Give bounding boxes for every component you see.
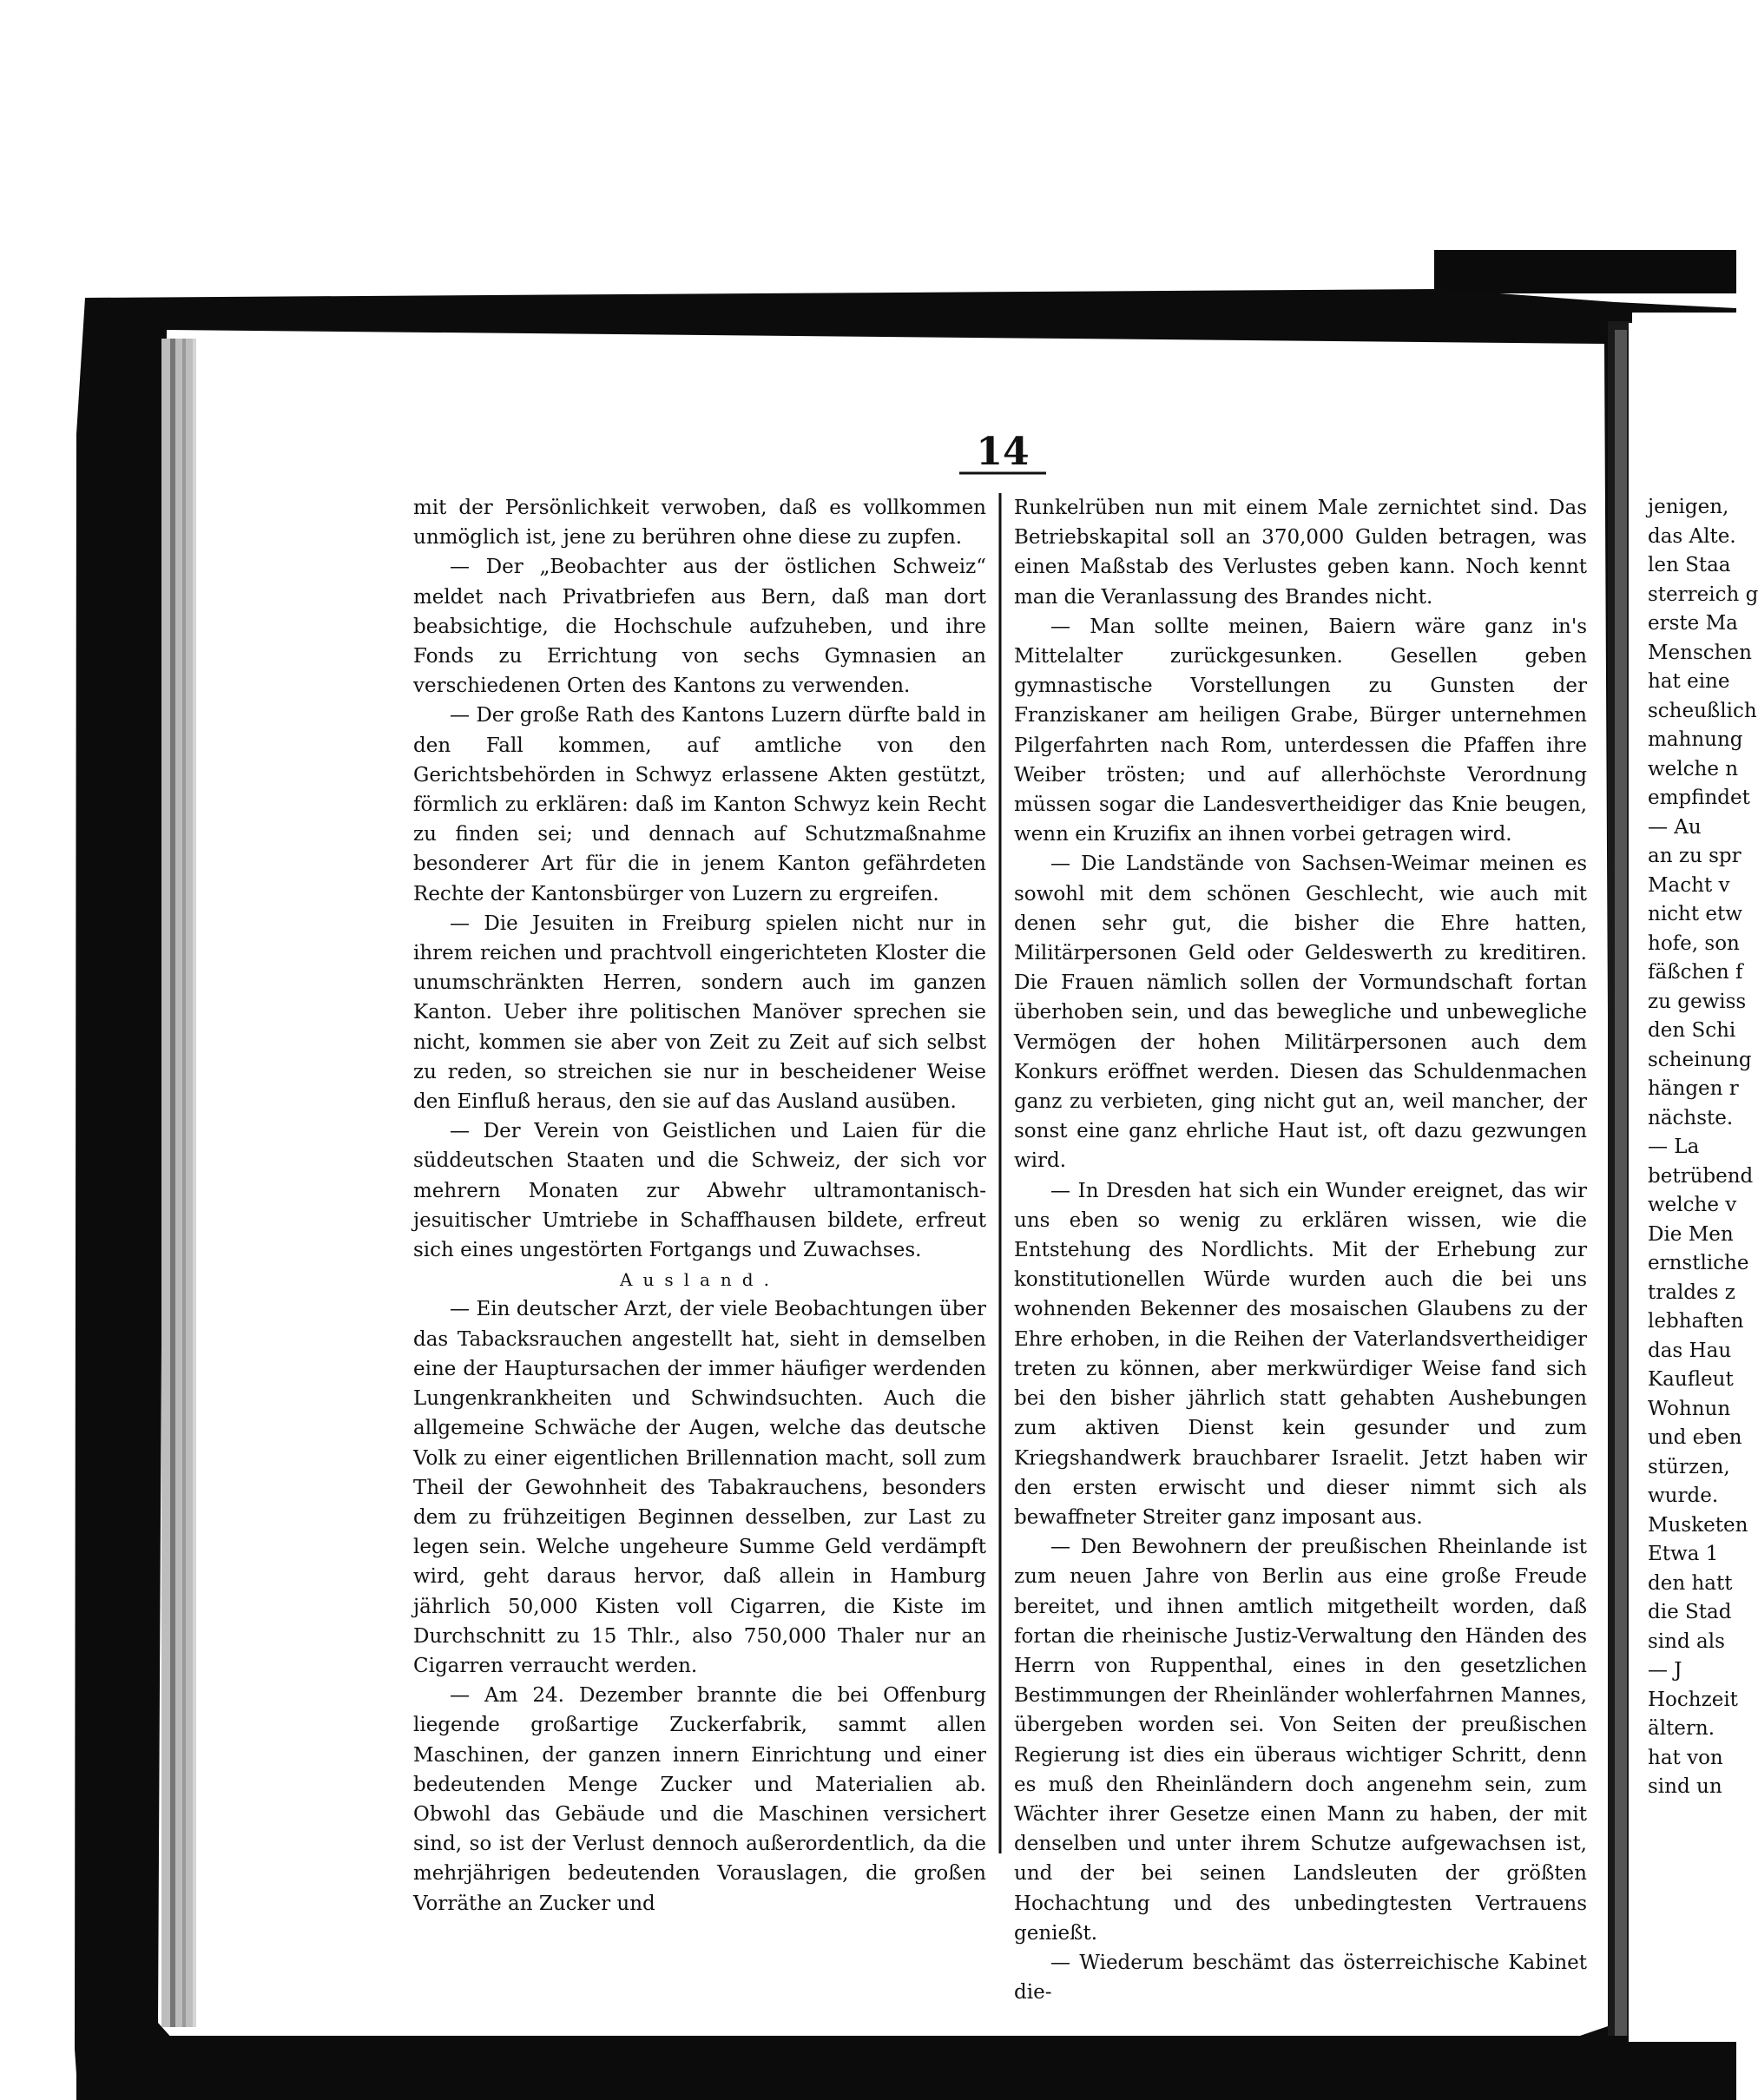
next-page-line: hat eine [1648,670,1730,693]
next-page-line: erste Ma [1648,612,1738,635]
next-page-line: an zu spr [1648,845,1742,867]
next-page-line: welche v [1648,1194,1737,1216]
paragraph: — Wiederum beschämt das österreichische Kabinet die- [1014,1951,1587,2005]
next-page-line: Musketen [1648,1513,1748,1537]
next-page-line: und eben [1648,1426,1742,1449]
next-page-line: hängen r [1648,1077,1739,1100]
next-page-line: das Alte. [1648,524,1736,548]
next-page-line: scheinung [1648,1048,1752,1071]
next-page-line: sind un [1648,1775,1722,1798]
paragraph: — Den Bewohnern der preußischen Rheinlande ist zum neuen Jahre von Berlin aus eine große Freude bereitet, und ihnen amtlich mitgetheilt worden, daß fortan die rheinische Justiz-Verwaltung den Händen des Herrn von Ruppenthal, eines in den gesetzlichen Bestimmungen der Rheinländer wohlerfahrnen Mannes, übergeben worden sei. Von Seiten der preußischen Regierung ist dies ein überaus wichtiger Schritt, denn es muß den Rheinländern doch angenehm sein, zum Wächter ihrer Gesetze einen Mann zu haben, der mit denselben und unter ihrem Schutze aufgewachsen ist, und der bei seinen Landsleuten der größten Hochachtung und des unbedingtesten Vertrauens genießt. [1014,1536,1587,1945]
next-page-line: Etwa 1 [1648,1543,1719,1565]
paragraph: — In Dresden hat sich ein Wunder ereignet, das wir uns eben so wenig zu erklären wissen, wie die Entstehung des Nordlichts. Mit der Erhebung zur konstitutionellen Würde wurden auch die bei uns wohnenden Bekenner des mosaischen Glaubens zu der Ehre erhoben, in die Reihen der Vaterlandsvertheidiger treten zu können, aber merkwürdiger Weise fand sich bei den bisher jährlich statt gehabten Aushebungen zum aktiven Dienst kein gesunder und zum Kriegshandwerk brauchbarer Israelit. Jetzt haben wir den ersten erwischt und dieser nimmt sich als bewaffneter Streiter ganz imposant aus. [1014,1179,1587,1529]
next-page-line: nächste. [1648,1106,1734,1129]
next-page-line: jenigen, [1648,496,1729,518]
next-page-line: Die Men [1648,1222,1734,1246]
next-page-line: fäßchen f [1648,961,1743,984]
next-page-line: Macht v [1648,873,1730,897]
next-page-line: Hochzeit [1648,1688,1738,1711]
next-page-line: Wohnun [1648,1397,1731,1420]
next-page-line: empfindet [1648,787,1750,809]
next-page-line: stürzen, [1648,1455,1730,1478]
next-page-line: Kaufleut [1648,1368,1734,1391]
next-page-line: sterreich g [1648,583,1758,606]
paragraph: — Der Verein von Geistlichen und Laien für die süddeutschen Staaten und die Schweiz, der sich vor mehrern Monaten zur Abwehr ultramontanisch-jesuitischer Umtriebe in Schaffhausen bildete, erfreut sich eines ungestörten Fortgangs und Zuwachses. [413,1120,986,1262]
section-heading: Ausland. [620,1269,780,1291]
page-number: 14 [976,430,1030,474]
next-page-line: nicht etw [1648,903,1742,925]
paragraph: Runkelrüben nun mit einem Male zernichtet sind. Das Betriebskapital soll an 370,000 Gulden betragen, was einen Maßstab des Verlustes geben kann. Noch kennt man die Veranlassung des Brandes nicht. [1014,497,1587,609]
paragraph: — Der große Rath des Kantons Luzern dürfte bald in den Fall kommen, auf amtliche von den Gerichtsbehörden in Schwyz erlassene Akten gestützt, förmlich zu erklären: daß im Kanton Schwyz kein Recht zu finden sei; und dennach auf Schutzmaßnahme besonderer Art für die in jenem Kanton gefährdeten Rechte der Kantonsbürger von Luzern zu ergreifen. [413,704,986,905]
next-page-line: — J [1648,1659,1682,1682]
next-page-line: welche n [1648,757,1739,780]
next-page-line: betrübend [1648,1164,1754,1188]
next-page-line: wurde. [1648,1484,1719,1507]
next-page-line: ernstliche [1648,1252,1749,1274]
next-page-line: lebhaften [1648,1310,1744,1333]
next-page-line: sind als [1648,1629,1725,1653]
right-column [1014,493,1587,2007]
next-page-line: hofe, son [1648,932,1740,955]
paragraph: — Ein deutscher Arzt, der viele Beobachtungen über das Tabacksrauchen angestellt hat, sieht in demselben eine der Hauptursachen der immer häufiger werdenden Lungenkrankheiten und Schwindsuchten. Auch die allgemeine Schwäche der Augen, welche das deutsche Volk zu einer eigentlichen Brillennation macht, soll zum Theil der Gewohnheit des Tabakrauchens, besonders dem zu frühzeitigen Beginnen desselben, zur Last zu legen sein. Welche ungeheure Summe Geld verdämpft wird, geht daraus hervor, daß allein in Hamburg jährlich 50,000 Kisten voll Cigarren, die Kiste im Durchschnitt zu 15 Thlr., also 750,000 Thaler nur an Cigarren verraucht werden. [413,1298,986,1677]
next-page-line: traldes z [1648,1280,1735,1304]
paragraph: — Der „Beobachter aus der östlichen Schweiz“ meldet nach Privatbriefen aus Bern, daß man dort beabsichtige, die Hochschule aufzuheben, und ihre Fonds zu Errichtung von sechs Gymnasien an verschiedenen Orten des Kantons zu verwenden. [413,556,986,698]
next-page-line: — Au [1648,815,1702,839]
next-page-line: hat von [1648,1746,1723,1769]
paragraph: — Die Landstände von Sachsen-Weimar meinen es sowohl mit dem schönen Geschlecht, wie auch mit denen sehr gut, die bisher die Ehre hatten, Militärpersonen Geld oder Geldeswerth zu kreditiren. Die Frauen nämlich sollen der Vormundschaft fortan überhoben sein, und das bewegliche und unbewegliche Vermögen der hohen Militärpersonen auch dem Konkurs eröffnet werden. Diesen das Schuldenmachen ganz zu verbieten, ging nicht gut an, weil mancher, der sonst eine ganz ehrliche Haut ist, oft dazu gezwungen wird. [1014,853,1587,1173]
left-column [413,493,986,1919]
paragraph: mit der Persönlichkeit verwoben, daß es vollkommen unmöglich ist, jene zu berühren ohne diese zu zupfen. [413,497,986,550]
next-page-line: — La [1648,1136,1700,1158]
next-page-line: mahnung [1648,728,1743,751]
paragraph: — Am 24. Dezember brannte die bei Offenburg liegende großartige Zuckerfabrik, sammt allen Maschinen, der ganzen innern Einrichtung und einer bedeutenden Menge Zucker und Materialien ab. Obwohl das Gebäude und die Maschinen versichert sind, so ist der Verlust dennoch außerordentlich, da die mehrjährigen bedeutenden Vorauslagen, die großen Vorräthe an Zucker und [413,1684,986,1915]
next-page-fragment [1648,493,1758,1802]
next-page-line: zu gewiss [1648,990,1747,1013]
next-page-line: ältern. [1648,1717,1715,1740]
next-page-line: len Staa [1648,554,1731,576]
next-page-line: scheußlich [1648,699,1757,722]
paragraph: — Man sollte meinen, Baiern wäre ganz in's Mittelalter zurückgesunken. Gesellen geben gymnastische Vorstellungen zu Gunsten der Franziskaner am heiligen Grabe, Bürger unternehmen Pilgerfahrten nach Rom, unterdessen die Pfaffen ihre Weiber trösten; und auf allerhöchste Verordnung müssen sogar die Landesvertheidiger das Knie beugen, wenn ein Kruzifix an ihnen vorbei getragen wird. [1014,615,1587,846]
next-page-line: den Schi [1648,1019,1736,1042]
paragraph: — Die Jesuiten in Freiburg spielen nicht nur in ihrem reichen und prachtvoll eingerichteten Kloster die unumschränkten Herren, sondern auch im ganzen Kanton. Ueber ihre politischen Manöver sprechen sie nicht, kommen sie aber von Zeit zu Zeit auf sich selbst zu reden, so streichen sie nur in bescheidener Weise den Einfluß heraus, den sie auf das Ausland ausüben. [413,912,986,1114]
next-page-line: das Hau [1648,1339,1732,1362]
next-page-line: Menschen [1648,641,1752,664]
next-page-line: den hatt [1648,1571,1733,1595]
next-page-line: die Stad [1648,1601,1732,1623]
